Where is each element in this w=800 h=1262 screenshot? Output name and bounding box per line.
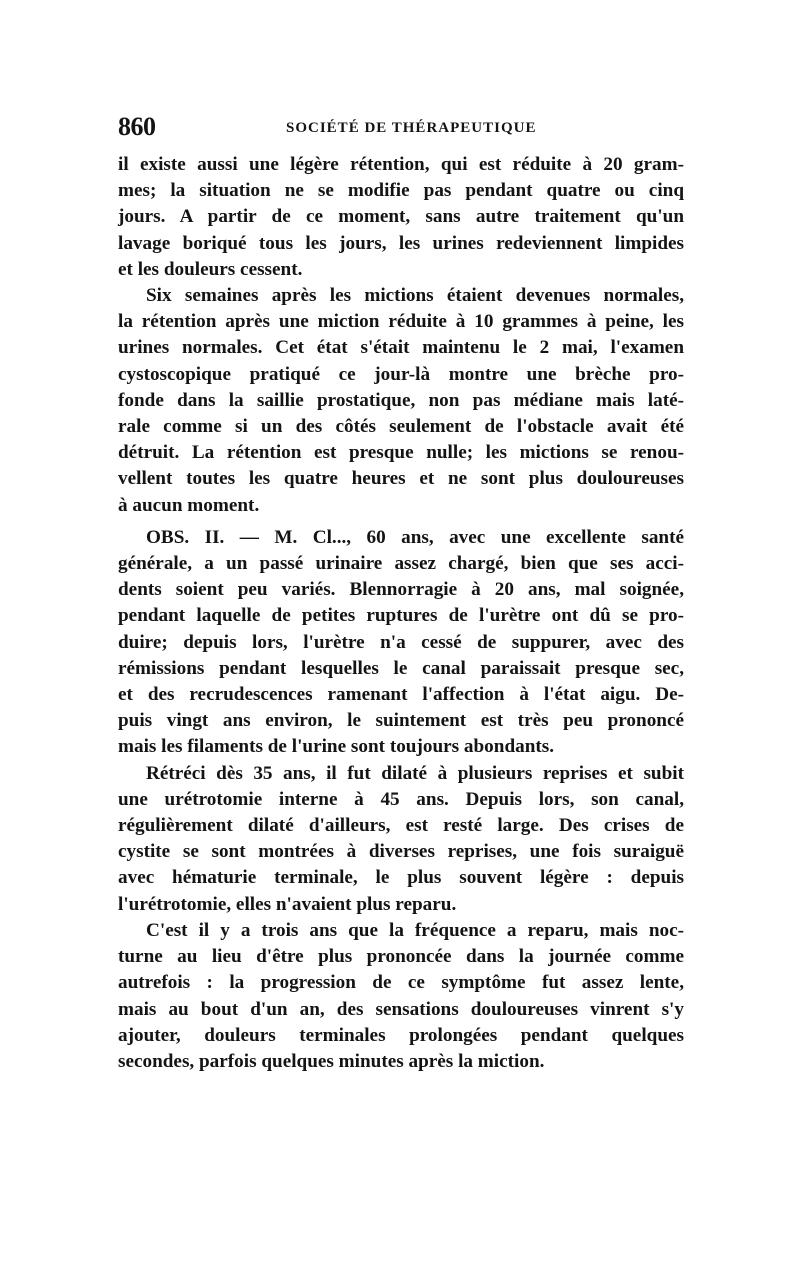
text-line: Rétréci dès 35 ans, il fut dilaté à plusieurs reprises et subit bbox=[146, 762, 684, 784]
text-line: et les douleurs cessent. bbox=[118, 258, 303, 280]
text-line: à aucun moment. bbox=[118, 494, 260, 516]
text-line: autrefois : la progression de ce symptôme fut assez lente, bbox=[118, 972, 684, 994]
text-line: cystite se sont montrées à diverses reprises, une fois suraiguë bbox=[118, 841, 684, 863]
text-line: générale, a un passé urinaire assez chargé, bien que ses acci- bbox=[118, 553, 684, 575]
paragraph-5 bbox=[118, 918, 684, 1075]
paragraph-4 bbox=[118, 761, 684, 918]
text-line: dents soient peu variés. Blennorragie à 20 ans, mal soignée, bbox=[118, 579, 684, 601]
paragraph-1 bbox=[118, 152, 684, 283]
running-head: SOCIÉTÉ DE THÉRAPEUTIQUE bbox=[286, 120, 537, 136]
text-line: et des recrudescences ramenant l'affection à l'état aigu. De- bbox=[118, 684, 684, 706]
paragraph-3 bbox=[118, 525, 684, 761]
text-line: mais au bout d'un an, des sensations douloureuses vinrent s'y bbox=[118, 998, 684, 1020]
text-line: vellent toutes les quatre heures et ne sont plus douloureuses bbox=[118, 468, 684, 490]
text-line: l'urétrotomie, elles n'avaient plus reparu. bbox=[118, 893, 457, 915]
text-line: mais les filaments de l'urine sont toujours abondants. bbox=[118, 736, 555, 758]
text-line: cystoscopique pratiqué ce jour-là montre une brèche pro- bbox=[118, 363, 684, 385]
text-line: avec hématurie terminale, le plus souvent légère : depuis bbox=[118, 867, 684, 889]
text-line: fonde dans la saillie prostatique, non pas médiane mais laté- bbox=[118, 389, 684, 411]
text-line: la rétention après une miction réduite à 10 grammes à peine, les bbox=[118, 311, 684, 333]
text-line: turne au lieu d'être plus prononcée dans la journée comme bbox=[118, 946, 684, 968]
text-line: Six semaines après les mictions étaient devenues normales, bbox=[146, 285, 684, 307]
text-line: régulièrement dilaté d'ailleurs, est resté large. Des crises de bbox=[118, 815, 684, 837]
text-line: jours. A partir de ce moment, sans autre traitement qu'un bbox=[118, 206, 684, 228]
text-line: duire; depuis lors, l'urètre n'a cessé de suppurer, avec des bbox=[118, 631, 684, 653]
text-line: rale comme si un des côtés seulement de l'obstacle avait été bbox=[118, 416, 684, 438]
body-text bbox=[118, 152, 684, 1075]
text-line: C'est il y a trois ans que la fréquence a reparu, mais noc- bbox=[146, 919, 684, 941]
text-line: OBS. II. — M. Cl..., 60 ans, avec une excellente santé bbox=[146, 526, 684, 548]
paragraph-2 bbox=[118, 283, 684, 519]
text-line: secondes, parfois quelques minutes après la miction. bbox=[118, 1050, 545, 1072]
text-line: puis vingt ans environ, le suintement est très peu prononcé bbox=[118, 710, 684, 732]
text-line: il existe aussi une légère rétention, qui est réduite à 20 gram- bbox=[118, 154, 684, 175]
page-number: 860 bbox=[118, 112, 156, 141]
text-line: détruit. La rétention est presque nulle; les mictions se renou- bbox=[118, 442, 684, 464]
text-line: mes; la situation ne se modifie pas pendant quatre ou cinq bbox=[118, 180, 684, 202]
text-line: rémissions pendant lesquelles le canal paraissait presque sec, bbox=[118, 657, 684, 679]
text-line: ajouter, douleurs terminales prolongées pendant quelques bbox=[118, 1024, 684, 1046]
text-line: pendant laquelle de petites ruptures de l'urètre ont dû se pro- bbox=[118, 605, 684, 627]
text-line: une urétrotomie interne à 45 ans. Depuis lors, son canal, bbox=[118, 788, 684, 810]
text-line: lavage boriqué tous les jours, les urines redeviennent limpides bbox=[118, 232, 684, 254]
page-header bbox=[118, 112, 684, 146]
text-line: urines normales. Cet état s'était maintenu le 2 mai, l'examen bbox=[118, 337, 684, 359]
